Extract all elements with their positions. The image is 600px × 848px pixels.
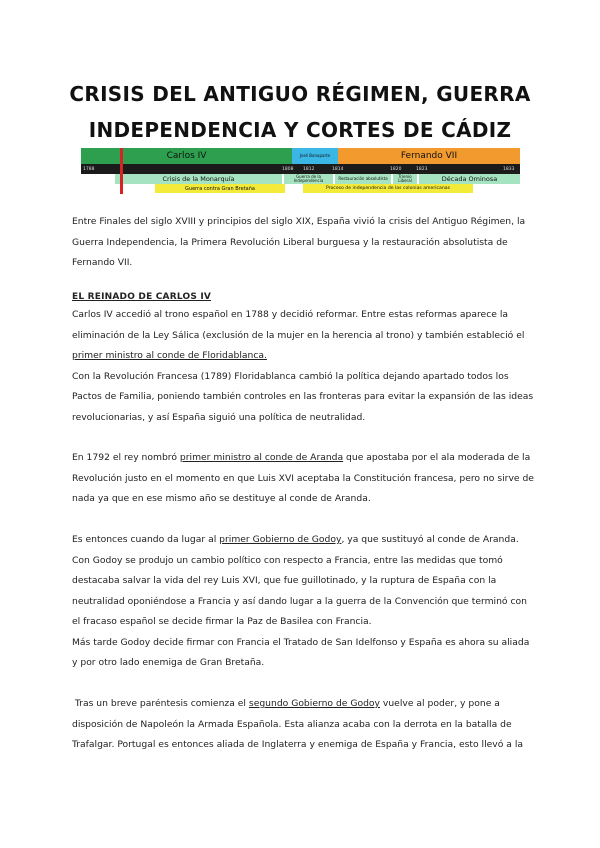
- paragraph-godoy-2: [72, 694, 536, 756]
- timeline-guerra-gran-bretana: [155, 184, 285, 193]
- p1-text-a: Carlos IV accedió al trono español en 1788 y decidió reformar. Entre estas reformas aparece la eliminación de la Ley Sálica (exclusión de la mujer en la herencia al trono) y también estableció el: [72, 309, 525, 341]
- timeline-crisis-monarquia: [115, 174, 282, 184]
- timeline-year-1814: 1814: [332, 166, 344, 172]
- link-primer-gobierno-godoy[interactable]: primer Gobierno de Godoy: [219, 534, 342, 545]
- timeline-trienio: [393, 174, 417, 184]
- paragraph-godoy-1: [72, 530, 536, 674]
- timeline-crisis-label: Crisis de la Monarquía: [162, 175, 235, 183]
- timeline-restauracion-label: Restauración absolutista: [338, 176, 388, 181]
- timeline-gran-bretana-label: Guerra contra Gran Bretaña: [185, 185, 255, 192]
- intro-text: Entre Finales del siglo XVIII y principios del siglo XIX, España vivió la crisis del Antiguo Régimen, la Guerra Independencia, la Primera Revolución Liberal burguesa y la restauración absolutista de Fernando VII.: [72, 216, 526, 268]
- p3-text-b: , ya que sustituyó al conde de Aranda. Con Godoy se produjo un cambio político con respecto a Francia, entre las medidas que tomó destacaba salvar la vida del rey Luis XVI, que fue guillotinado, y la ruptura de España con la neutralidad oponiéndose a Francia y así dando lugar a la guerra de la Convención que terminó con el fracaso español se decide firmar la Paz de Basilea con Francia.: [72, 534, 527, 627]
- intro-paragraph: [72, 212, 536, 274]
- link-floridablanca[interactable]: primer ministro al conde de Floridablanca.: [72, 350, 267, 361]
- paragraph-aranda: [72, 448, 536, 510]
- link-segundo-gobierno-godoy[interactable]: segundo Gobierno de Godoy: [248, 698, 380, 709]
- timeline-guerra-independencia: [284, 174, 333, 184]
- timeline-year-1812: 1812: [303, 166, 315, 172]
- section-heading: EL REINADO DE CARLOS IV: [72, 292, 212, 302]
- timeline-trienio-label: Trienio Liberal: [398, 174, 412, 183]
- timeline-restauracion: [335, 174, 391, 184]
- timeline-fernando-label: Fernando VII: [400, 151, 458, 161]
- p2-text-b: que apostaba por el ala moderada de la Revolución justo en el momento en que Luis XVI aceptaba la Constitución francesa, pero no sirve de nada ya que en ese mismo año se destituye al conde de Aranda.: [72, 452, 534, 504]
- timeline-carlos-iv-label: Carlos IV: [166, 151, 207, 161]
- timeline-fernando-vii: [338, 148, 520, 164]
- paragraph-carlos-iv: [72, 305, 536, 428]
- timeline-guerra-label: Guerra de la Independencia: [293, 174, 324, 183]
- timeline-jose-bonaparte: [292, 148, 338, 164]
- timeline-graphic: [81, 148, 520, 194]
- p3-text-c: Más tarde Godoy decide firmar con Francia el Tratado de San Idelfonso y España es ahora su aliada y por otro lado enemiga de Gran Bretaña.: [72, 636, 530, 668]
- timeline-year-1823: 1823: [416, 166, 428, 172]
- p4-text-b: vuelve al poder, y pone a disposición de Napoleón la Armada Española. Esta alianza acaba con la derrota en la batalla de Trafalgar. Portugal es entonces aliada de Inglaterra y enemiga de España y Francia, esto llevó a la: [72, 698, 524, 750]
- p4-text-a: Tras un breve paréntesis comienza el: [74, 698, 249, 709]
- p3-text-a: Es entonces cuando da lugar al: [72, 534, 220, 545]
- timeline-year-1820: 1820: [390, 166, 402, 172]
- timeline-year-1788: 1788: [83, 166, 95, 172]
- document-title-line-2: INDEPENDENCIA Y CORTES DE CÁDIZ: [88, 118, 512, 142]
- document-title-line-1: CRISIS DEL ANTIGUO RÉGIMEN, GUERRA: [69, 82, 531, 106]
- link-aranda[interactable]: primer ministro al conde de Aranda: [179, 452, 344, 463]
- p1-text-b: Con la Revolución Francesa (1789) Floridablanca cambió la política dejando apartado todos los Pactos de Familia, poniendo también controles en las fronteras para evitar la expansión de las ideas revolucionarias, y así España siguió una política de neutralidad.: [72, 370, 534, 423]
- timeline-decada-label: Década Ominosa: [441, 175, 498, 183]
- p2-text-a: En 1792 el rey nombró: [72, 452, 180, 463]
- timeline-black-band: [81, 164, 520, 174]
- timeline-year-1808: 1808: [282, 166, 294, 172]
- timeline-decada-ominosa: [419, 174, 520, 184]
- timeline-carlos-iv: [81, 148, 292, 164]
- timeline-marker: [120, 148, 123, 194]
- timeline-proceso-label: Proceso de independencia de las colonias americanas: [326, 185, 450, 191]
- timeline-proceso-independencia: [303, 184, 473, 193]
- timeline-jose-label: José Bonaparte: [299, 153, 331, 158]
- timeline-year-1833: 1833: [503, 166, 515, 172]
